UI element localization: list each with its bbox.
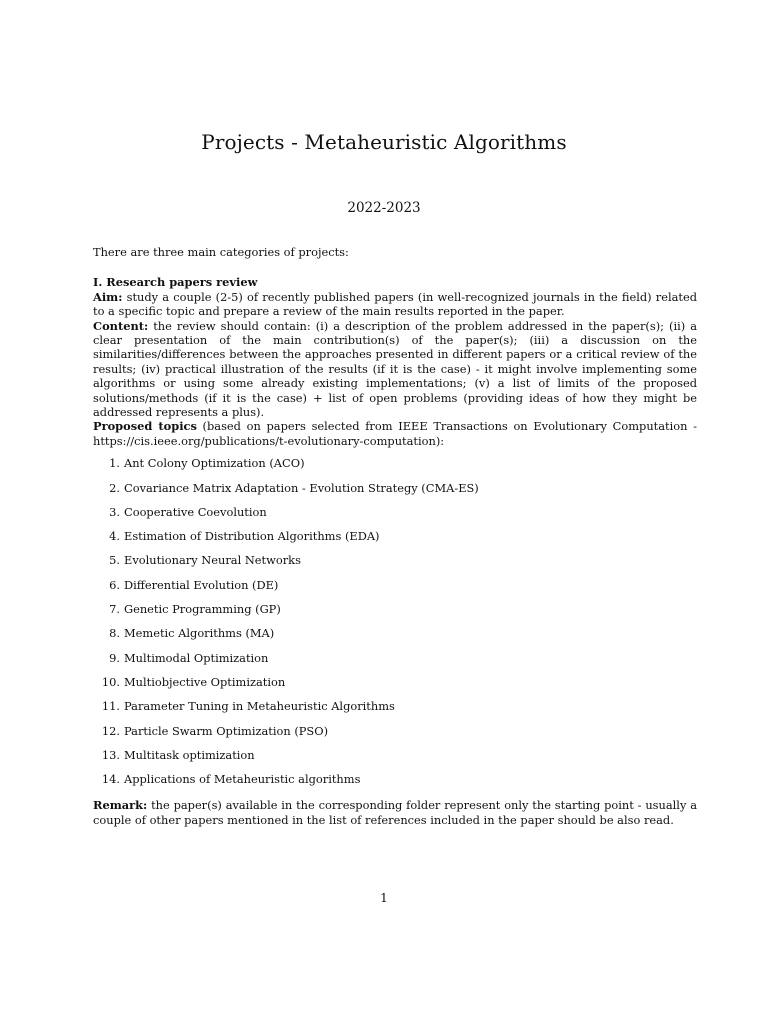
list-item-number: 1. <box>109 456 120 471</box>
list-item-number: 13. <box>101 747 120 762</box>
topics-label: Proposed topics <box>93 419 197 434</box>
list-item-label: Covariance Matrix Adaptation - Evolution Strategy (CMA-ES) <box>124 480 479 495</box>
list-item <box>93 529 697 553</box>
list-item <box>93 651 697 675</box>
list-item-number: 3. <box>109 504 120 519</box>
section-heading: I. Research papers review <box>93 275 258 290</box>
aim-paragraph <box>93 290 697 319</box>
list-item-label: Ant Colony Optimization (ACO) <box>124 456 305 471</box>
list-item <box>93 724 697 748</box>
list-item-label: Cooperative Coevolution <box>124 504 267 519</box>
list-item <box>93 481 697 505</box>
list-item-label: Evolutionary Neural Networks <box>124 553 301 568</box>
list-item-label: Applications of Metaheuristic algorithms <box>124 772 361 787</box>
list-item-label: Multitask optimization <box>124 747 255 762</box>
list-item <box>93 772 697 796</box>
list-item-label: Particle Swarm Optimization (PSO) <box>124 723 329 738</box>
intro-paragraph: There are three main categories of projects: <box>93 245 349 259</box>
content-paragraph <box>93 319 697 420</box>
list-item-number: 5. <box>109 553 120 568</box>
list-item <box>93 578 697 602</box>
list-item-label: Multiobjective Optimization <box>124 674 286 689</box>
list-item <box>93 699 697 723</box>
topics-paragraph <box>93 419 697 448</box>
list-item-label: Genetic Programming (GP) <box>124 602 281 617</box>
remark-label: Remark: <box>93 798 148 813</box>
list-item-number: 8. <box>109 626 120 641</box>
list-item <box>93 505 697 529</box>
content-text: the review should contain: (i) a description of the problem addressed in the paper(s); (ii) a clear presentation of the main contribution(s) of the paper(s); (iii) a discussion on the similarities/differences between the approaches presented in different papers or a critical review of the results; (iv) practical illustration of the results (if it is the case) - it might involve implementing some algorithms or using some already existing implementations; (v) a list of limits of the proposed solutions/methods (if it is the case) + list of open problems (providing ideas of how they might be addressed represents a plus). <box>93 318 697 420</box>
page-number: 1 <box>380 891 388 905</box>
content-label: Content: <box>93 318 149 333</box>
list-item <box>93 602 697 626</box>
document-body <box>93 245 697 827</box>
aim-text: study a couple (2-5) of recently published papers (in well-recognized journals in the field) related to a specific topic and prepare a review of the main results reported in the paper. <box>93 289 697 319</box>
remark-paragraph <box>93 798 697 827</box>
list-item-number: 11. <box>101 699 120 714</box>
list-item-number: 12. <box>101 723 120 738</box>
list-item-number: 2. <box>109 480 120 495</box>
list-item <box>93 675 697 699</box>
list-item <box>93 553 697 577</box>
list-item <box>93 626 697 650</box>
aim-label: Aim: <box>93 289 123 304</box>
list-item-number: 7. <box>109 602 120 617</box>
list-item-label: Parameter Tuning in Metaheuristic Algorithms <box>124 699 395 714</box>
list-item-number: 6. <box>109 577 120 592</box>
list-item-label: Estimation of Distribution Algorithms (EDA) <box>124 529 380 544</box>
list-item-number: 9. <box>109 650 120 665</box>
list-item-label: Multimodal Optimization <box>124 650 269 665</box>
list-item-number: 14. <box>101 772 120 787</box>
list-item <box>93 456 697 480</box>
page-title: Projects - Metaheuristic Algorithms <box>201 130 567 154</box>
list-item-label: Differential Evolution (DE) <box>124 577 279 592</box>
topics-text: (based on papers selected from IEEE Transactions on Evolutionary Computation - https://cis.ieee.org/publications/t-evolutionary-computation): <box>93 419 697 448</box>
academic-year: 2022-2023 <box>347 200 421 216</box>
remark-text: the paper(s) available in the corresponding folder represent only the starting point - usually a couple of other papers mentioned in the list of references included in the paper should be also read. <box>93 798 697 827</box>
list-item <box>93 748 697 772</box>
topics-list <box>93 456 697 796</box>
list-item-number: 4. <box>109 529 120 544</box>
list-item-number: 10. <box>101 674 120 689</box>
list-item-label: Memetic Algorithms (MA) <box>124 626 275 641</box>
